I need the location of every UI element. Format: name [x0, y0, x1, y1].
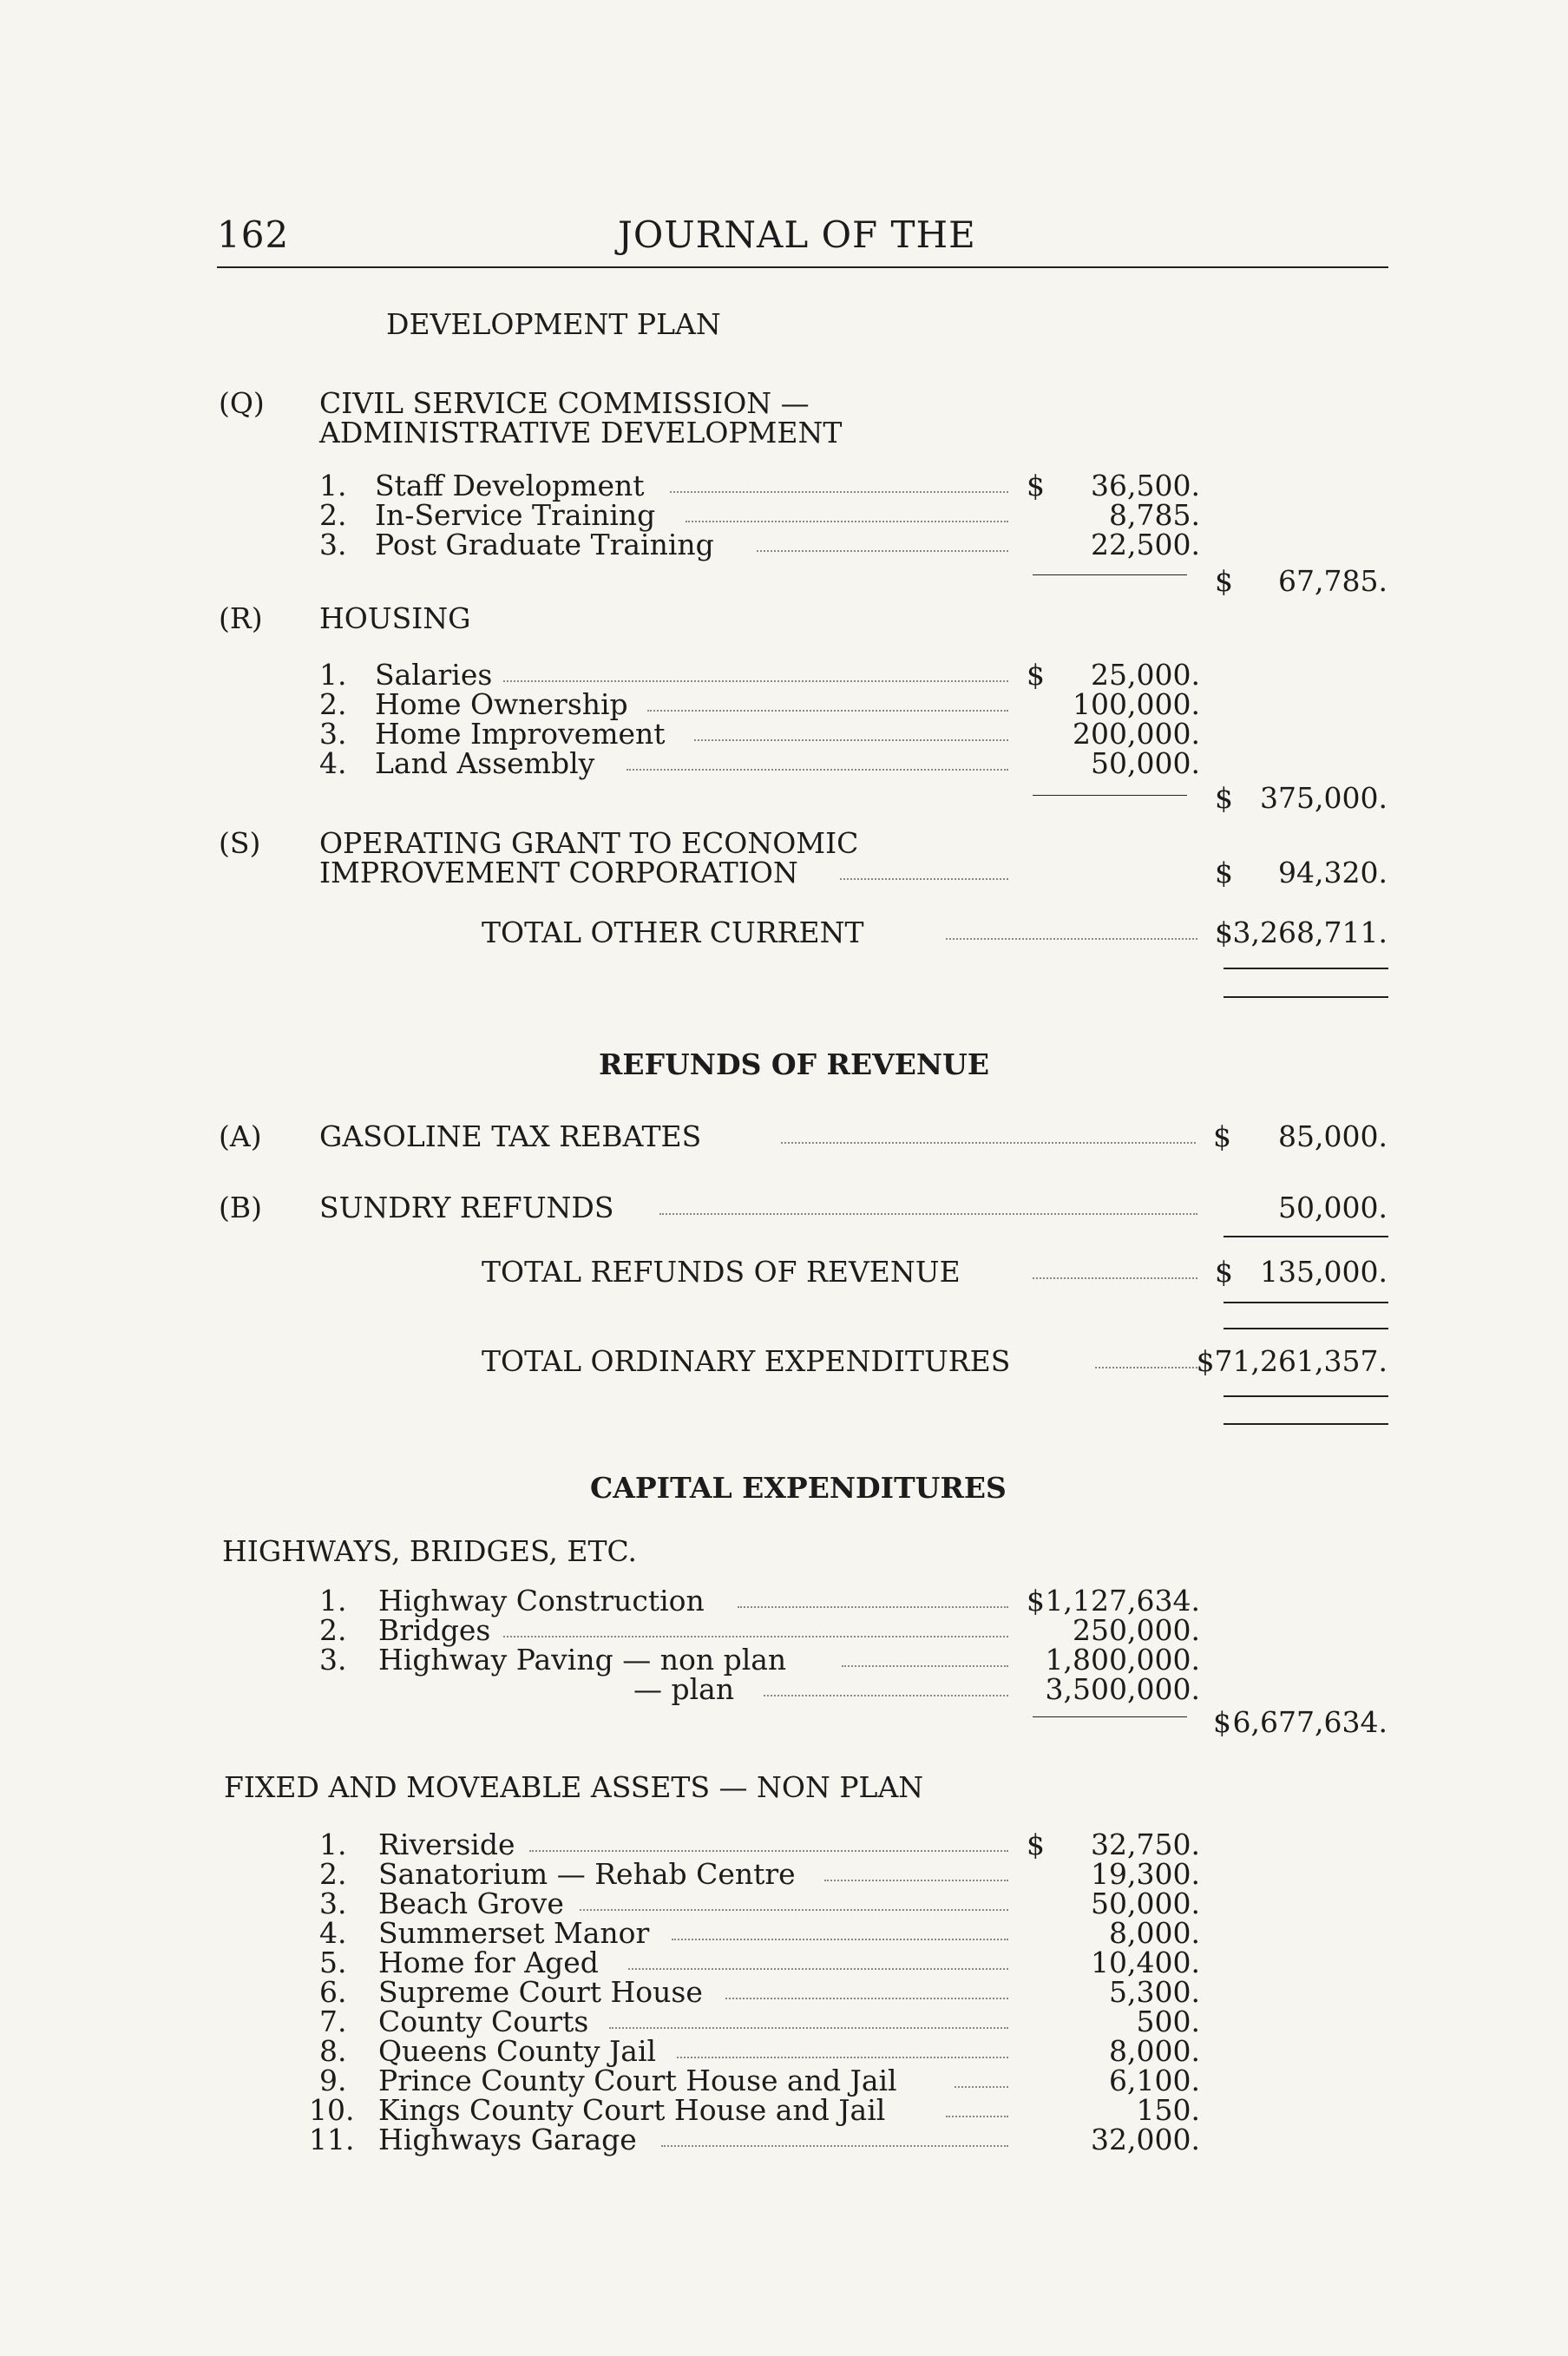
refund-b-letter: (B)	[219, 1191, 262, 1224]
dot-leader	[647, 710, 1008, 712]
dollar-sign: $	[1027, 658, 1045, 692]
item-label: Queens County Jail	[378, 2034, 657, 2068]
section-q-title-line2: ADMINISTRATIVE DEVELOPMENT	[319, 416, 843, 450]
dot-leader	[946, 938, 1197, 940]
dot-leader	[1095, 1367, 1197, 1368]
refund-a-letter: (A)	[219, 1119, 262, 1153]
item-number: 1.	[319, 658, 347, 692]
double-rule-bottom	[1224, 1423, 1388, 1425]
item-amount: 10,400.	[1091, 1946, 1200, 1979]
item-label: Home Improvement	[375, 717, 666, 751]
dot-leader	[764, 1695, 1008, 1696]
capital-heading: CAPITAL EXPENDITURES	[590, 1471, 1007, 1505]
double-rule-top	[1224, 1302, 1388, 1303]
section-s-letter: (S)	[219, 826, 261, 860]
item-amount: 150.	[1136, 2093, 1200, 2127]
total-ordinary-label: TOTAL ORDINARY EXPENDITURES	[482, 1344, 1011, 1378]
item-amount: 5,300.	[1109, 1975, 1200, 2009]
item-number: 2.	[319, 498, 347, 532]
item-amount: 250,000.	[1073, 1613, 1200, 1647]
item-number: 9.	[319, 2064, 347, 2097]
dot-leader	[955, 2086, 1008, 2088]
item-number: 8.	[319, 2034, 347, 2068]
dot-leader	[781, 1142, 1196, 1144]
item-label: Beach Grove	[378, 1887, 564, 1920]
subtotal-rule	[1033, 1716, 1187, 1717]
item-number: 2.	[319, 687, 347, 721]
dot-leader	[670, 491, 1008, 493]
item-amount: 1,127,634.	[1045, 1584, 1200, 1618]
section-r-total-dollar: $	[1215, 781, 1233, 815]
item-number: 1.	[319, 469, 347, 502]
dot-leader	[659, 1213, 1197, 1215]
item-label: — plan	[633, 1672, 735, 1706]
item-label: Highway Paving — non plan	[378, 1643, 787, 1677]
dot-leader	[580, 1909, 1008, 1911]
item-number: 3.	[319, 528, 347, 561]
section-r-title: HOUSING	[319, 601, 471, 635]
double-rule-bottom	[1224, 996, 1388, 998]
item-number: 6.	[319, 1975, 347, 2009]
highways-heading: HIGHWAYS, BRIDGES, ETC.	[222, 1534, 638, 1568]
dot-leader	[609, 2027, 1008, 2029]
item-label: Highway Construction	[378, 1584, 705, 1618]
item-amount: 3,500,000.	[1045, 1672, 1200, 1706]
item-number: 2.	[319, 1613, 347, 1647]
item-amount: 1,800,000.	[1045, 1643, 1200, 1677]
page-number: 162	[217, 213, 290, 256]
dollar-sign: $	[1027, 1584, 1045, 1618]
dot-leader	[946, 2116, 1008, 2117]
running-head: JOURNAL OF THE	[618, 213, 976, 256]
item-label: Prince County Court House and Jail	[378, 2064, 897, 2097]
item-label: County Courts	[378, 2005, 589, 2038]
section-q-total: 67,785.	[1278, 564, 1388, 598]
total-other-current-label: TOTAL OTHER CURRENT	[482, 915, 864, 949]
item-amount: 8,785.	[1109, 498, 1200, 532]
item-label: In-Service Training	[375, 498, 656, 532]
item-number: 4.	[319, 1916, 347, 1950]
item-label: Home for Aged	[378, 1946, 599, 1979]
item-amount: 6,100.	[1109, 2064, 1200, 2097]
dot-leader	[661, 2145, 1008, 2147]
item-number: 7.	[319, 2005, 347, 2038]
refund-a-label: GASOLINE TAX REBATES	[319, 1119, 702, 1153]
highways-total-dollar: $	[1213, 1705, 1231, 1739]
dollar-sign: $	[1027, 469, 1045, 502]
item-label: Staff Development	[375, 469, 645, 502]
dot-leader	[503, 1636, 1008, 1637]
item-label: Supreme Court House	[378, 1975, 703, 2009]
section-r-total: 375,000.	[1260, 781, 1388, 815]
item-number: 4.	[319, 746, 347, 780]
dot-leader	[1033, 1277, 1197, 1279]
item-label: Home Ownership	[375, 687, 628, 721]
item-amount: 50,000.	[1091, 746, 1200, 780]
item-amount: 50,000.	[1091, 1887, 1200, 1920]
dot-leader	[738, 1606, 1008, 1608]
item-label: Highways Garage	[378, 2123, 637, 2156]
refund-a-dollar: $	[1213, 1119, 1231, 1153]
refunds-heading: REFUNDS OF REVENUE	[599, 1047, 989, 1081]
item-label: Riverside	[378, 1828, 515, 1861]
item-label: Sanatorium — Rehab Centre	[378, 1857, 796, 1891]
dot-leader	[840, 878, 1008, 880]
double-rule-top	[1224, 968, 1388, 969]
item-label: Post Graduate Training	[375, 528, 714, 561]
section-s-title-line2: IMPROVEMENT CORPORATION	[319, 856, 798, 889]
item-label: Bridges	[378, 1613, 491, 1647]
double-rule-top	[1224, 1395, 1388, 1397]
item-amount: 32,000.	[1091, 2123, 1200, 2156]
item-number: 1.	[319, 1828, 347, 1861]
item-amount: 100,000.	[1073, 687, 1200, 721]
item-amount: 19,300.	[1091, 1857, 1200, 1891]
dot-leader	[529, 1850, 1008, 1852]
dot-leader	[672, 1939, 1008, 1940]
item-amount: 500.	[1136, 2005, 1200, 2038]
item-number: 10.	[309, 2093, 355, 2127]
dot-leader	[628, 1968, 1008, 1970]
section-s-total: 94,320.	[1278, 856, 1388, 889]
highways-total: 6,677,634.	[1232, 1705, 1388, 1739]
item-label: Summerset Manor	[378, 1916, 650, 1950]
section-s-title-line1: OPERATING GRANT TO ECONOMIC	[319, 826, 859, 860]
dot-leader	[503, 680, 1008, 682]
item-label: Land Assembly	[375, 746, 595, 780]
item-number: 1.	[319, 1584, 347, 1618]
total-refunds-amount: 135,000.	[1260, 1255, 1388, 1289]
item-amount: 200,000.	[1073, 717, 1200, 751]
item-amount: 32,750.	[1091, 1828, 1200, 1861]
item-label: Kings County Court House and Jail	[378, 2093, 886, 2127]
section-r-letter: (R)	[219, 601, 263, 635]
item-number: 3.	[319, 1643, 347, 1677]
dot-leader	[686, 521, 1008, 522]
item-number: 5.	[319, 1946, 347, 1979]
dot-leader	[842, 1665, 1008, 1667]
fixed-assets-heading: FIXED AND MOVEABLE ASSETS — NON PLAN	[224, 1770, 924, 1804]
dot-leader	[757, 550, 1008, 552]
item-amount: 22,500.	[1091, 528, 1200, 561]
dot-leader	[725, 1998, 1008, 1999]
subtotal-rule	[1033, 795, 1187, 796]
total-ordinary-amount: $71,261,357.	[1196, 1344, 1388, 1378]
refund-b-amount: 50,000.	[1278, 1191, 1388, 1224]
item-amount: 8,000.	[1109, 2034, 1200, 2068]
item-amount: 8,000.	[1109, 1916, 1200, 1950]
subtotal-rule	[1224, 1236, 1388, 1237]
section-q-letter: (Q)	[219, 386, 265, 420]
item-label: Salaries	[375, 658, 493, 692]
total-refunds-dollar: $	[1215, 1255, 1233, 1289]
dot-leader	[694, 739, 1008, 741]
item-amount: 25,000.	[1091, 658, 1200, 692]
section-s-total-dollar: $	[1215, 856, 1233, 889]
double-rule-bottom	[1224, 1328, 1388, 1329]
total-refunds-label: TOTAL REFUNDS OF REVENUE	[482, 1255, 961, 1289]
total-other-current-amount: 3,268,711.	[1232, 915, 1388, 949]
item-number: 2.	[319, 1857, 347, 1891]
header-rule	[217, 266, 1388, 268]
refund-b-label: SUNDRY REFUNDS	[319, 1191, 614, 1224]
dollar-sign: $	[1027, 1828, 1045, 1861]
item-number: 11.	[309, 2123, 355, 2156]
section-q-total-dollar: $	[1215, 564, 1233, 598]
total-other-current-dollar: $	[1215, 915, 1233, 949]
development-plan-heading: DEVELOPMENT PLAN	[386, 307, 721, 341]
dot-leader	[824, 1880, 1008, 1881]
item-amount: 36,500.	[1091, 469, 1200, 502]
subtotal-rule	[1033, 574, 1187, 575]
section-q-title-line1: CIVIL SERVICE COMMISSION —	[319, 386, 810, 420]
item-number: 3.	[319, 717, 347, 751]
item-number: 3.	[319, 1887, 347, 1920]
dot-leader	[677, 2057, 1008, 2058]
dot-leader	[627, 769, 1008, 771]
refund-a-amount: 85,000.	[1278, 1119, 1388, 1153]
